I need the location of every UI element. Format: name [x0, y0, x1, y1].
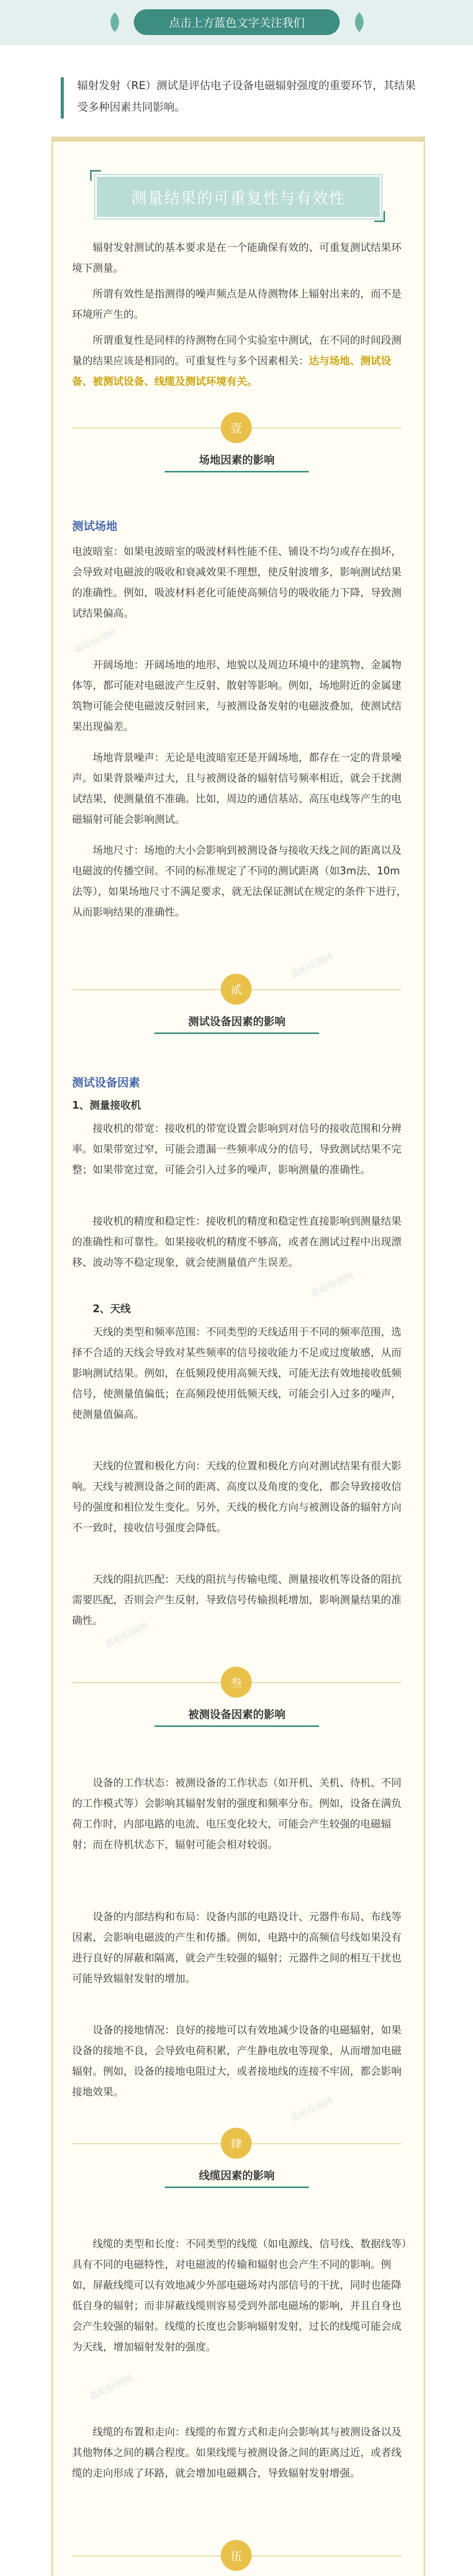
frame-top-border [51, 137, 425, 142]
overview-paragraph-1: 辐射发射测试的基本要求是在一个能确保有效的、可重复测试结果环境下测量。 [72, 241, 401, 274]
body-paragraph: 线缆的类型和长度：不同类型的线缆（如电源线、信号线、数据线等）具有不同的电磁特性，对电磁波的传输和辐射也会产生不同的影响。例如，屏蔽线缆可以有效地减少外部电磁场对内部信号的干扰，同时也能降低自身的辐射；而非屏蔽线缆则容易受到外部电磁场的影响，并且自身也会产生较强的辐射。线缆的长度也会影响辐射发射，过长的线缆可能会成为天线，增加辐射发射的强度。 [72, 2238, 407, 2353]
intro-accent-bar [61, 77, 64, 118]
watermark-text: 嘉峪检测网 [288, 2094, 335, 2124]
overview-paragraph-3 [72, 330, 407, 392]
section-number-badge: 伍 [221, 2540, 252, 2571]
overview-paragraph-2: 所谓有效性是指测得的噪声频点是从待测物体上辐射出来的，而不是环境所产生的。 [72, 287, 401, 320]
corner-decoration [374, 211, 385, 222]
section-title: 被测设备因素的影响 [154, 1703, 319, 1727]
body-paragraph: 线缆的布置和走向：线缆的布置方式和走向会影响其与被测设备以及其他物体之间的耦合程度。如果线缆与被测设备之间的距离过近，或者线缆的走向形成了环路，就会增加电磁耦合，导致辐射发射增强。 [72, 2426, 401, 2479]
overview-paragraph-3-text: 所谓重复性是同样的待测物在同个实验室中测试，在不同的时间段测量的结果应该是相同的。可重复性与多个因素相关： [72, 334, 401, 367]
subsection-label: 1、测量接收机 [72, 1099, 141, 1111]
watermark-text: 嘉峪检测网 [288, 951, 335, 980]
overview-highlight: 达与场地、测试设备、被测试设备、线缆及测试环境有关。 [72, 354, 391, 387]
body-paragraph: 场地背景噪声：无论是电波暗室还是开阔场地，都存在一定的背景噪声。如果背景噪声过大，且与被测设备的辐射信号频率相近，就会干扰测试结果，使测量值不准确。比如，周边的通信基站、高压电线等产生的电磁辐射可能会影响测试。 [72, 751, 401, 825]
body-paragraph: 设备的工作状态：被测设备的工作状态（如开机、关机、待机、不同的工作模式等）会影响其辐射发射的强度和频率分布。例如，设备在满负荷工作时，内部电路的电流、电压变化较大，可能会产生较强的电磁辐射；而在待机状态下，辐射可能会相对较弱。 [72, 1776, 401, 1851]
subsection-heading: 测试场地 [72, 520, 118, 533]
watermark-text: 嘉峪检测网 [309, 1270, 356, 1300]
body-paragraph: 开阔场地：开阔场地的地形、地貌以及周边环境中的建筑物、金属物体等，都可能对电磁波产生反射、散射等影响。例如，场地附近的金属建筑物可能会使电磁波反射回来，与被测设备发射的电磁波叠加，使测试结果出现偏差。 [72, 658, 401, 733]
article-heading-text: 测量结果的可重复性与有效性 [131, 190, 345, 208]
body-paragraph: 接收机的精度和稳定性：接收机的精度和稳定性直接影响到测量结果的准确性和可靠性。如果接收机的精度不够高，或者在测试过程中出现漂移、波动等不稳定现象，就会使测量值产生误差。 [72, 1215, 401, 1268]
watermark-text: 嘉峪检测网 [72, 626, 119, 656]
body-paragraph: 场地尺寸：场地的大小会影响到被测设备与接收天线之间的距离以及电磁波的传播空间。不同的标准规定了不同的测试距离（如3m法、10m法等），如果场地尺寸不满足要求，就无法保证测试在规定的条件下进行，从而影响结果的准确性。 [72, 844, 407, 918]
leaf-icon [103, 10, 127, 34]
intro-paragraph: 辐射发射（RE）测试是评估电子设备电磁辐射强度的重要环节，其结果受多种因素共同影响。 [77, 79, 416, 113]
subsection-heading: 测试设备因素 [72, 1077, 141, 1090]
watermark-text: 嘉峪检测网 [87, 2372, 134, 2402]
subsection-label: 2、天线 [93, 1302, 131, 1315]
body-paragraph: 设备的内部结构和布局：设备内部的电路设计、元器件布局、布线等因素，会影响电磁波的产生和传播。例如，电路中的高频信号线如果没有进行良好的屏蔽和隔离，就会产生较强的辐射；元器件之间的相互干扰也可能导致辐射发射的增加。 [72, 1910, 401, 1985]
watermark-text: 嘉峪检测网 [103, 1620, 150, 1650]
section-number-badge: 叁 [221, 1667, 252, 1698]
body-paragraph: 天线的阻抗匹配：天线的阻抗与传输电缆、测量接收机等设备的阻抗需要匹配，否则会产生反射，导致信号传输损耗增加，影响测量结果的准确性。 [72, 1573, 401, 1626]
section-title: 线缆因素的影响 [165, 2164, 309, 2188]
section-number-badge: 壹 [221, 412, 252, 443]
follow-banner-text: 点击上方蓝色文字关注我们 [168, 16, 305, 30]
body-paragraph: 设备的接地情况：良好的接地可以有效地减少设备的电磁辐射，如果设备的接地不良，会导致电荷积累，产生静电放电等现象，从而增加电磁辐射。例如，设备的接地电阻过大，或者接地线的连接不牢固，都会影响接地效果。 [72, 2024, 401, 2098]
body-paragraph: 电波暗室：如果电波暗室的吸波材料性能不佳、铺设不均匀或存在损坏，会导致对电磁波的吸收和衰减效果不理想，使反射波增多，影响测试结果的准确性。例如，吸波材料老化可能使高频信号的吸收能力下降，导致测试结果偏高。 [72, 545, 401, 619]
section-number-badge: 肆 [221, 2128, 252, 2159]
leaf-icon [347, 10, 371, 34]
body-paragraph: 天线的类型和频率范围：不同类型的天线适用于不同的频率范围，选择不合适的天线会导致对某些频率的信号接收能力不足或过度敏感，从而影响测试结果。例如，在低频段使用高频天线，可能无法有效地接收低频信号，使测量值偏低；在高频段使用低频天线，可能会引入过多的噪声，使测量值偏高。 [72, 1326, 401, 1420]
body-paragraph: 接收机的带宽：接收机的带宽设置会影响到对信号的接收范围和分辨率。如果带宽过窄，可能会遗漏一些频率成分的信号，导致测试结果不完整；如果带宽过宽，可能会引入过多的噪声，影响测量的准确性。 [72, 1122, 401, 1176]
corner-decoration [90, 170, 101, 181]
top-banner [0, 0, 473, 45]
section-number-badge: 贰 [221, 974, 252, 1005]
follow-banner-link[interactable] [134, 9, 340, 35]
article-heading [95, 175, 381, 218]
body-paragraph: 天线的位置和极化方向：天线的位置和极化方向对测试结果有很大影响。天线与被测设备之间的距离、高度以及角度的变化，都会导致接收信号的强度和相位发生变化。另外，天线的极化方向与被测设备的辐射方向不一致时，接收信号强度会降低。 [72, 1460, 401, 1534]
section-title: 场地因素的影响 [165, 448, 309, 472]
section-title: 测试设备因素的影响 [154, 1010, 319, 1034]
